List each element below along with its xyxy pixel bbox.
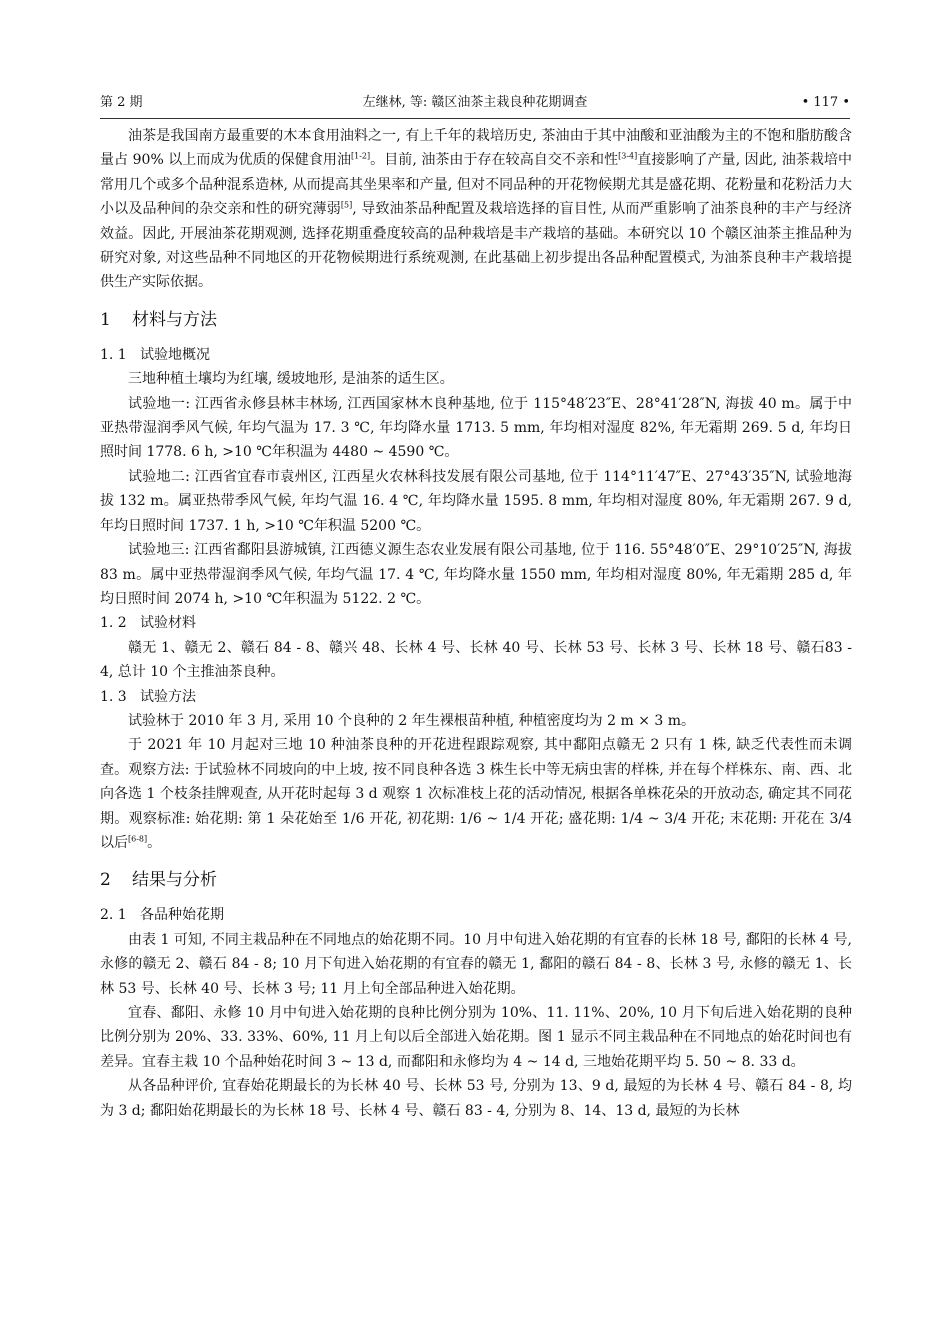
intro-text-4: , 导致油茶品种配置及栽培选择的盲目性, 从而严重影响了油茶良种的丰产与经济效益。因此, 开展油茶花期观测, 选择花期重叠度较高的品种栽培是丰产栽培的基础。本研究以 10 个赣区油茶主推品种为研究对象, 对这些品种不同地区的开花物候期进行系统观测, 在此基础上初步提出各品种配置模式, 为油茶良种丰产栽培提供生产实际依据。 (100, 201, 852, 291)
page-number: • 117 • (801, 95, 850, 110)
intro-text-3: 直接影响了产量, 因此, 油茶栽培中常用几个或多个品种混系造林, 从而提高其坐果率和产量, 但对不同品种的开花物候期尤其是盛花期、花粉量和花粉活力大小以及品种间的杂交亲和性的研究薄弱 (100, 152, 852, 218)
subsection-title: 试验地概况 (140, 346, 210, 363)
methods-text: 于 2021 年 10 月起对三地 10 种油茶良种的开花进程跟踪观察, 其中鄱阳点赣无 2 只有 1 株, 缺乏代表性而未调查。观察方法: 于试验林不同坡向的中上坡, 按不同良种各选 3 株生长中等无病虫害的样株, 并在每个样株东、南、西、北向各选 1 个枝条挂牌观查, 从开花时起每 3 d 观察 1 次标准枝上花的活动情况, 根据各单株花朵的开放动态, 确定其不同花期。观察标准: 始花期: 第 1 朵花始至 1/6 开花, 初花期: 1/6 ~ 1/4 开花; 盛花期: 1/4 ~ 3/4 开花; 末花期: 开花在 3/4 以后 (100, 737, 852, 851)
paragraph (100, 733, 852, 855)
subsection-number: 1. 3 (100, 688, 127, 705)
paragraph: 由表 1 可知, 不同主栽品种在不同地点的始花期不同。10 月中旬进入始花期的有宜春的长林 18 号, 鄱阳的长林 4 号, 永修的赣无 2、赣石 84 - 8; 10 月下旬进入始花期的有宜春的赣无 1, 鄱阳的赣石 84 - 8、长林 3 号, 永修的赣无 1、长林 53 号、长林 40 号、长林 3 号; 11 月上旬全部品种进入始花期。 (100, 931, 852, 997)
subsection-title: 试验材料 (140, 615, 196, 632)
paragraph: 赣无 1、赣无 2、赣石 84 - 8、赣兴 48、长林 4 号、长林 40 号、长林 53 号、长林 3 号、长林 18 号、赣石83 - 4, 总计 10 个主推油茶良种。 (100, 639, 852, 681)
subsection-heading-site (100, 343, 852, 367)
intro-text-1: 油茶是我国南方最重要的木本食用油料之一, 有上千年的栽培历史, 茶油由于其中油酸和亚油酸为主的不饱和脂肪酸含量占 90% 以上而成为优质的保健食用油 (100, 128, 852, 169)
subsection-number: 1. 2 (100, 615, 127, 632)
paragraph: 宜春、鄱阳、永修 10 月中旬进入始花期的良种比例分别为 10%、11. 11%、20%, 10 月下旬后进入始花期的良种比例分别为 20%、33. 33%、60%, 11 月上旬以后全部进入始花期。图 1 显示不同主栽品种在不同地点的始花时间也有差异。宜春主栽 10 个品种始花时间 3 ~ 13 d, 而鄱阳和永修均为 4 ~ 14 d, 三地始花期平均 5. 50 ~ 8. 33 d。 (100, 1005, 852, 1070)
issue-number: 第 2 期 (100, 95, 143, 110)
paragraph: 从各品种评价, 宜春始花期最长的为长林 40 号、长林 53 号, 分别为 13、9 d, 最短的为长林 4 号、赣石 84 - 8, 均为 3 d; 鄱阳始花期最长的为长林 18 号、长林 4 号、赣石 83 - 4, 分别为 8、14、13 d, 最短的为长林 (100, 1078, 852, 1119)
citation: [6-8] (128, 834, 148, 844)
section-number: 2 (100, 870, 111, 891)
citation: [1-2] (351, 151, 371, 161)
header-rule (100, 118, 850, 119)
subsection-title: 各品种始花期 (140, 907, 224, 924)
citation: [3-4] (618, 151, 638, 161)
article-body (100, 124, 852, 1123)
intro-paragraph (100, 124, 852, 295)
section-title: 结果与分析 (132, 870, 217, 891)
methods-text-end: 。 (147, 834, 162, 851)
paragraph: 试验林于 2010 年 3 月, 采用 10 个良种的 2 年生裸根苗种植, 种植密度均为 2 m × 3 m。 (128, 712, 696, 729)
subsection-number: 1. 1 (100, 346, 127, 363)
paragraph: 三地种植土壤均为红壤, 缓坡地形, 是油茶的适生区。 (128, 371, 454, 388)
intro-text-2: 。目前, 油茶由于存在较高自交不亲和性 (370, 152, 619, 169)
subsection-heading-methods (100, 685, 852, 709)
running-header (100, 92, 850, 114)
running-title: 左继林, 等: 赣区油茶主栽良种花期调查 (362, 95, 588, 110)
section-heading-results (100, 859, 852, 901)
section-heading-materials-methods (100, 299, 852, 341)
subsection-number: 2. 1 (100, 907, 127, 924)
paragraph: 试验地二: 江西省宜春市袁州区, 江西星火农林科技发展有限公司基地, 位于 114°11′47″E、27°43′35″N, 试验地海拔 132 m。属亚热带季风气候, 年均气温 16. 4 ℃, 年均降水量 1595. 8 mm, 年均相对湿度 80%, 年无霜期 267. 9 d, 年均日照时间 1737. 1 h, >10 ℃年积温 5200 ℃。 (100, 468, 852, 534)
paragraph: 试验地一: 江西省永修县林丰林场, 江西国家林木良种基地, 位于 115°48′23″E、28°41′28″N, 海拔 40 m。属于中亚热带湿润季风气候, 年均气温为 17. 3 ℃, 年均降水量 1713. 5 mm, 年均相对湿度 82%, 年无霜期 269. 5 d, 年均日照时间 1778. 6 h, >10 ℃年积温为 4480 ~ 4590 ℃。 (100, 395, 852, 461)
subsection-title: 试验方法 (140, 688, 196, 705)
subsection-heading-initial-flowering (100, 903, 852, 927)
subsection-heading-materials (100, 611, 852, 635)
citation: [5] (340, 200, 353, 210)
section-title: 材料与方法 (132, 309, 217, 330)
section-number: 1 (100, 309, 111, 330)
paragraph: 试验地三: 江西省鄱阳县游城镇, 江西德义源生态农业发展有限公司基地, 位于 116. 55°48′0″E、29°10′25″N, 海拔 83 m。属中亚热带湿润季风气候, 年均气温 17. 4 ℃, 年均降水量 1550 mm, 年均相对湿度 80%, 年无霜期 285 d, 年均日照时间 2074 h, >10 ℃年积温为 5122. 2 ℃。 (100, 542, 852, 607)
